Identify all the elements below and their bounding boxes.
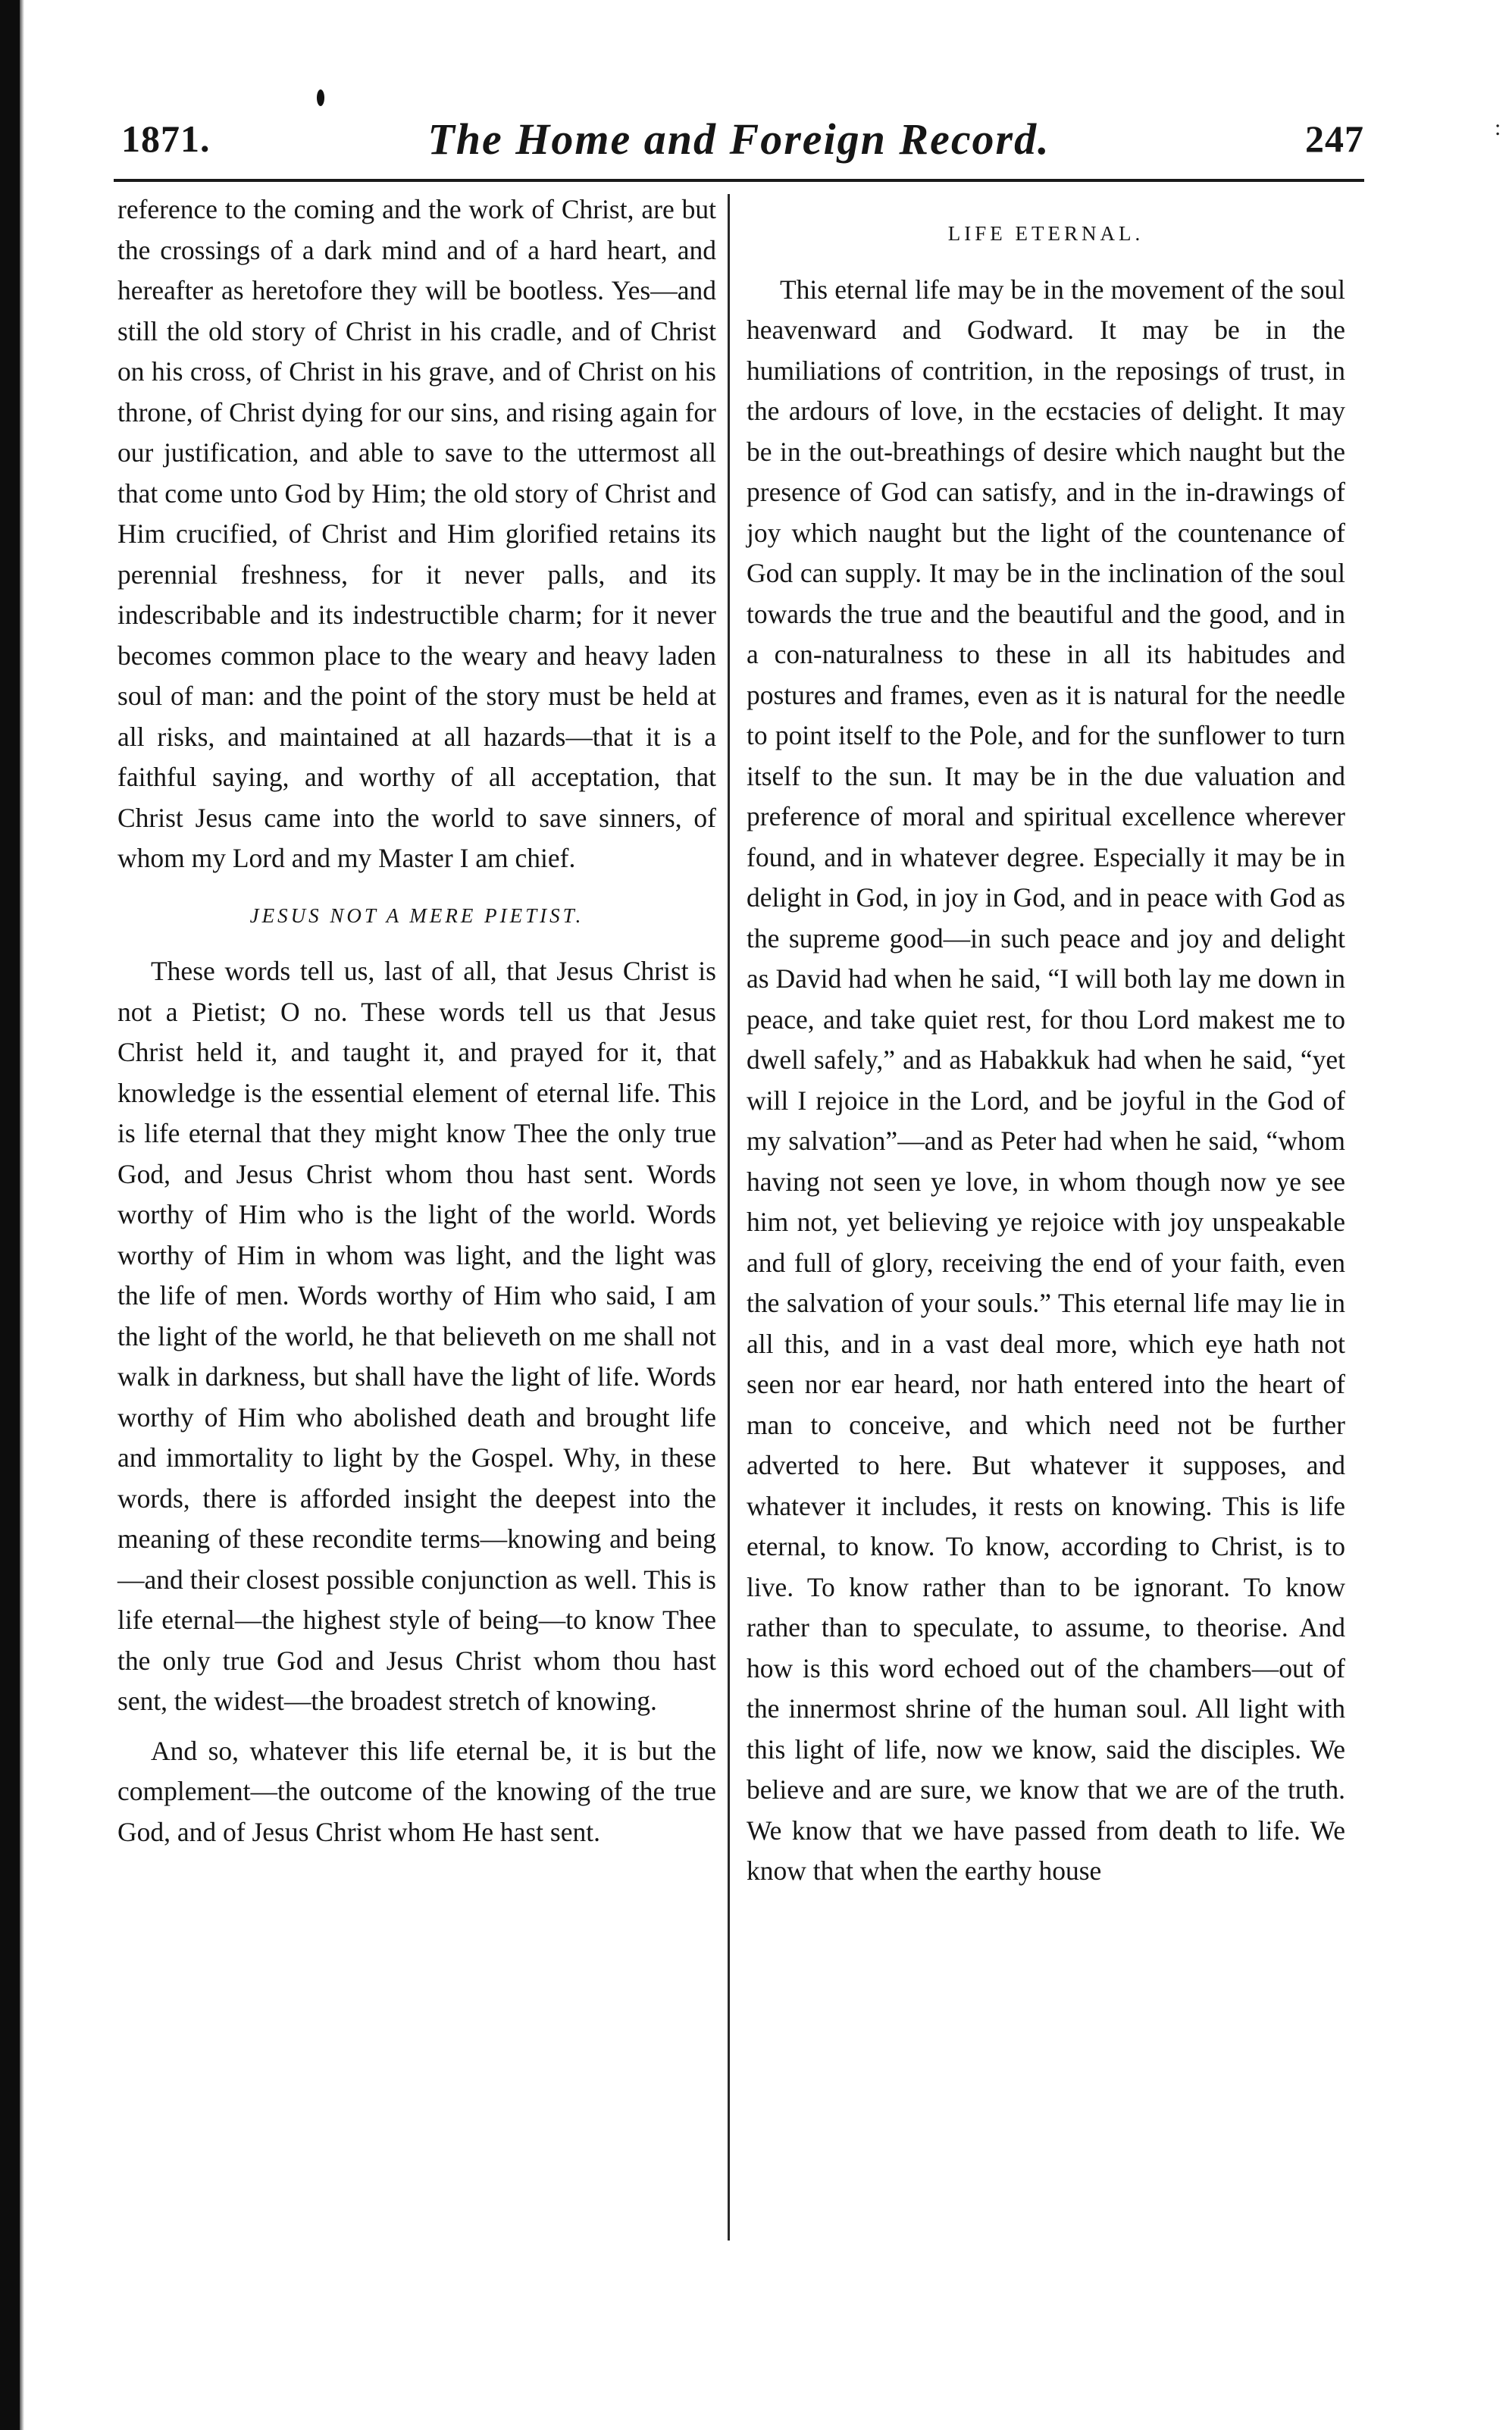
running-head [114, 114, 1364, 171]
paragraph: These words tell us, last of all, that Jesus Christ is not a Pietist; O no. These words tell us that Jesus Christ held it, and taught it, and prayed for it, that knowledge is the essential element of eternal life. This is life eternal that they might know Thee the only true God, and Jesus Christ whom thou hast sent. Words worthy of Him who is the light of the world. Words worthy of Him in whom was light, and the light was the life of men. Words worthy of Him who said, I am the light of the world, he that believeth on me shall not walk in darkness, but shall have the light of life. Words worthy of Him who abolished death and brought life and immortality to light by the Gospel. Why, in these words, there is afforded insight the deepest into the meaning of these recondite terms—knowing and being—and their closest possible conjunction as well. This is life eternal—the highest style of being—to know Thee the only true God and Jesus Christ whom thou hast sent, the widest—the broadest stretch of knowing. [117, 956, 716, 1716]
book-spine-edge [20, 0, 24, 2430]
section-heading-jesus-not-a-mere-pietist: JESUS NOT A MERE PIETIST. [249, 903, 584, 927]
ink-speck [317, 89, 324, 106]
section-heading-life-eternal: LIFE ETERNAL. [947, 222, 1144, 245]
page-number: 247 [1305, 117, 1364, 160]
left-column [117, 189, 716, 1852]
paragraph: This eternal life may be in the movement of the soul heavenward and Godward. It may be in the humiliations of contrition, in the reposings of trust, in the ardours of love, in the ecstacies of delight. It may be in the out-breathings of desire which naught but the presence of God can satisfy, and in the in-drawings of joy which naught but the light of the countenance of God can supply. It may be in the inclination of the soul towards the true and the beautiful and the good, and in a con-naturalness to these in all its habitudes and postures and frames, even as it is natural for the needle to point itself to the Pole, and for the sunflower to turn itself to the sun. It may be in the due valuation and preference of moral and spiritual excellence wherever found, and in whatever degree. Especially it may be in delight in God, in joy in God, and in peace with God as the supreme good—in such peace and joy and delight as David had when he said, “I will both lay me down in peace, and take quiet rest, for thou Lord makest me to dwell safely,” and as Habakkuk had when he said, “yet will I rejoice in the Lord, and be joyful in the God of my salvation”—and as Peter had when he said, “whom having not seen ye love, in whom though now ye see him not, yet believing ye rejoice with joy unspeakable and full of glory, receiving the end of your faith, even the salvation of your souls.” This eternal life may lie in all this, and in a vast deal more, which eye hath not seen nor ear heard, nor hath entered into the heart of man to conceive, and which need not be further adverted to here. But whatever it supposes, and whatever it includes, it rests on knowing. This is life eternal, to know. To know, according to Christ, is to live. To know rather than to be ignorant. To know rather than to speculate, to assume, to theorise. And how is this word echoed out of the chambers—out of the innermost shrine of the human soul. All light with this light of life, now we know, said the disciples. We believe and are sure, we know that we are of the truth. We know that we have passed from death to life. We know that when the earthy house [747, 274, 1345, 1886]
book-spine-shadow [0, 0, 20, 2430]
continued-paragraph: reference to the coming and the work of Christ, are but the crossings of a dark mind and of a hard heart, and hereafter as heretofore they will be bootless. Yes—and still the old story of Christ in his cradle, and of Christ on his cross, of Christ in his grave, and of Christ on his throne, of Christ dying for our sins, and rising again for our justification, and able to save to the uttermost all that come unto God by Him; the old story of Christ and Him crucified, of Christ and Him glorified retains its perennial freshness, for it never palls, and its indescribable and its indestructible charm; for it never becomes common place to the weary and heavy laden soul of man: and the point of the story must be held at all risks, and maintained at all hazards—that it is a faithful saying, and worthy of all acceptation, that Christ Jesus came into the world to save sinners, of whom my Lord and my Master I am chief. [117, 194, 716, 873]
header-rule [114, 179, 1364, 182]
journal-title: The Home and Foreign Record. [427, 114, 1050, 164]
column-divider [728, 194, 730, 2241]
header-year: 1871. [121, 117, 211, 160]
page-edge-marks: : [1495, 115, 1501, 140]
paragraph: And so, whatever this life eternal be, it is but the complement—the outcome of the knowing of the true God, and of Jesus Christ whom He hast sent. [117, 1735, 716, 1847]
right-column [747, 189, 1345, 1892]
